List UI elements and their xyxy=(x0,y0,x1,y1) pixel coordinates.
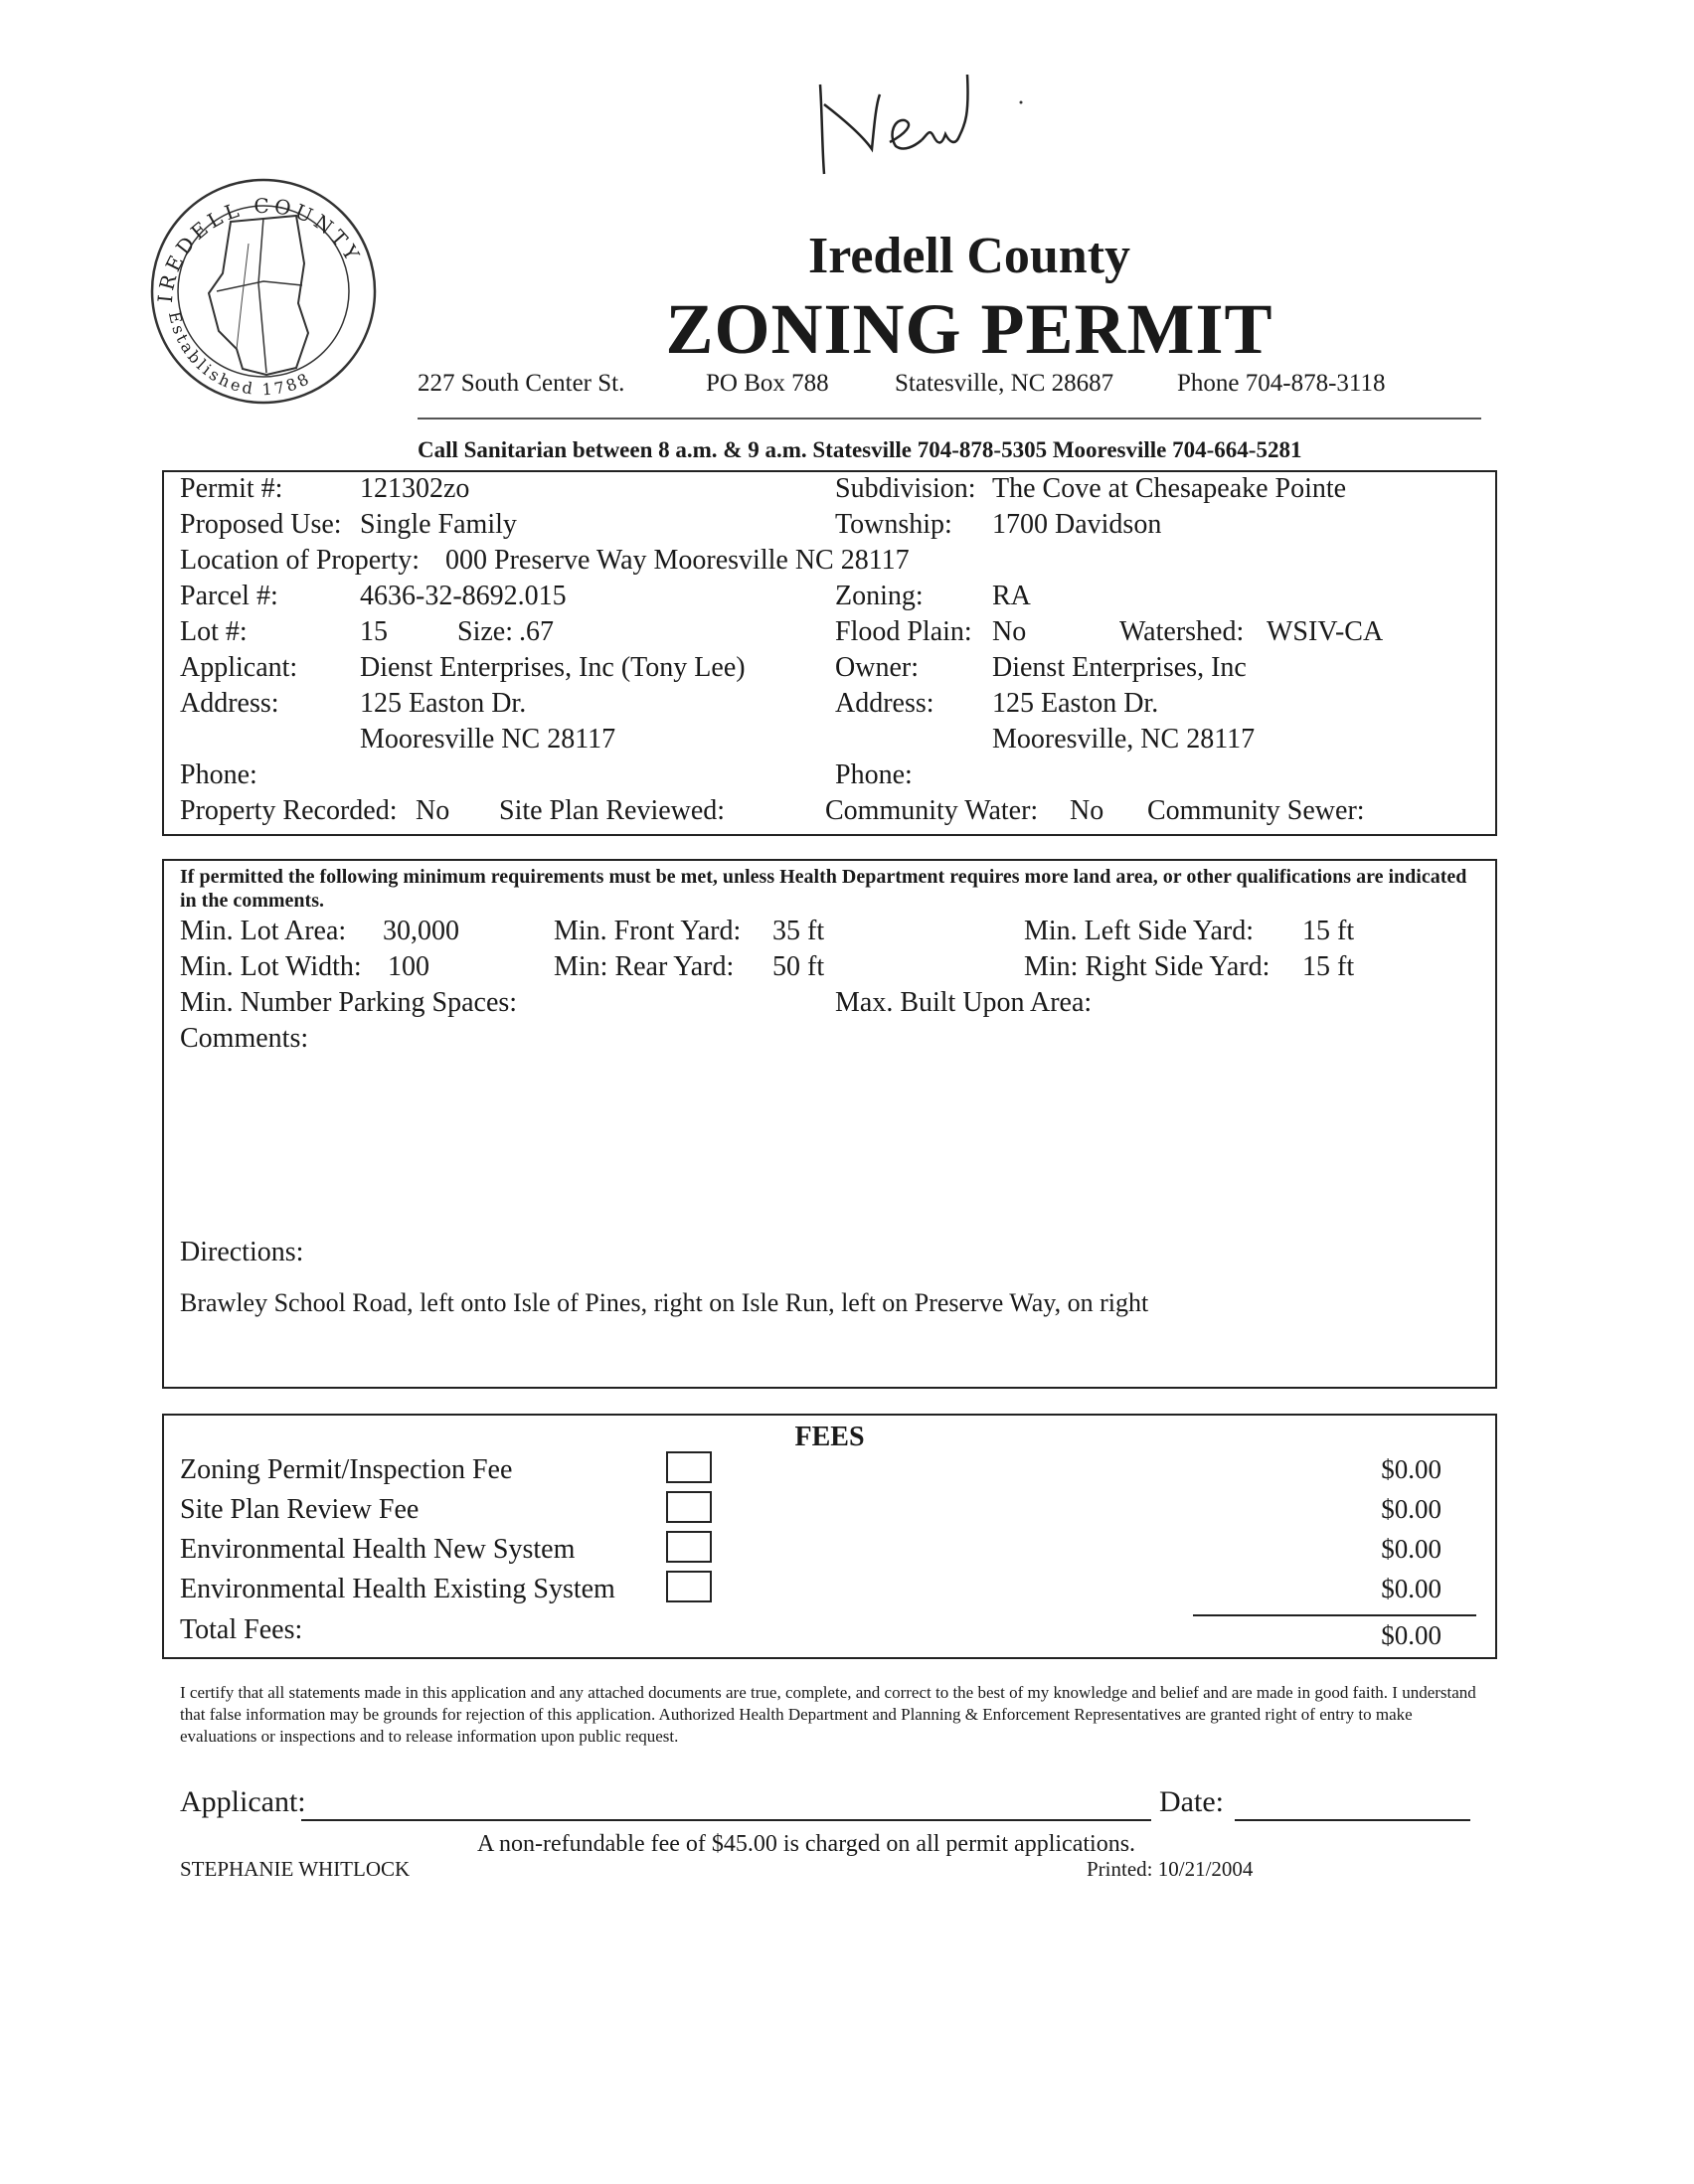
community-water-value: No xyxy=(1070,795,1104,826)
min-lot-area-label: Min. Lot Area: xyxy=(180,916,347,946)
document-title: ZONING PERMIT xyxy=(665,289,1273,369)
permit-number-label: Permit #: xyxy=(180,473,283,504)
subdivision-value: The Cove at Chesapeake Pointe xyxy=(992,473,1347,504)
applicant-address-line1: 125 Easton Dr. xyxy=(360,688,527,719)
lot-value: 15 xyxy=(360,616,388,647)
printed-date xyxy=(1087,1857,1253,1882)
date-line[interactable] xyxy=(1235,1819,1470,1821)
county-seal-logo xyxy=(139,174,398,418)
min-lot-width-value: 100 xyxy=(388,951,429,982)
seal-bottom-text: Established 1788 xyxy=(164,309,315,400)
sanitarian-note: Call Sanitarian between 8 a.m. & 9 a.m. Statesville 704-878-5305 Mooresville 704-664-5281 xyxy=(418,437,1302,462)
size-value: .67 xyxy=(519,616,554,647)
fee-env-existing-amount: $0.00 xyxy=(1381,1574,1441,1603)
handwritten-new-annotation xyxy=(810,55,1069,184)
printed-label: Printed: xyxy=(1087,1857,1153,1881)
applicant-signature-label: Applicant: xyxy=(180,1785,306,1818)
watershed-value: WSIV-CA xyxy=(1267,616,1384,647)
applicant-signature-line[interactable] xyxy=(301,1819,1151,1821)
fee-site-plan-label: Site Plan Review Fee xyxy=(180,1494,420,1525)
fee-env-new-label: Environmental Health New System xyxy=(180,1534,576,1565)
min-front-yard-label: Min. Front Yard: xyxy=(554,916,742,946)
min-lot-width-label: Min. Lot Width: xyxy=(180,951,362,982)
directions-label: Directions: xyxy=(180,1237,304,1267)
min-right-side-yard-label: Min: Right Side Yard: xyxy=(1024,951,1270,982)
min-right-side-yard-value: 15 ft xyxy=(1302,951,1355,982)
township-label: Township: xyxy=(835,509,952,540)
property-recorded-label: Property Recorded: xyxy=(180,795,398,826)
township-value: 1700 Davidson xyxy=(992,509,1162,540)
office-po-box: PO Box 788 xyxy=(706,370,829,397)
min-left-side-yard-label: Min. Left Side Yard: xyxy=(1024,916,1254,946)
total-divider xyxy=(1193,1614,1476,1616)
fee-env-new-amount: $0.00 xyxy=(1381,1534,1441,1564)
fee-env-existing-checkbox[interactable] xyxy=(666,1571,712,1602)
fees-title: FEES xyxy=(794,1422,865,1452)
owner-phone-label: Phone: xyxy=(835,759,913,790)
community-sewer-label: Community Sewer: xyxy=(1147,795,1365,826)
size-label: Size: xyxy=(457,616,513,647)
lot-label: Lot #: xyxy=(180,616,248,647)
office-city: Statesville, NC 28687 xyxy=(895,370,1114,397)
flood-plain-value: No xyxy=(992,616,1027,647)
directions-value: Brawley School Road, left onto Isle of Pines, right on Isle Run, left on Preserve Way, on right xyxy=(180,1288,1149,1317)
proposed-use-value: Single Family xyxy=(360,509,517,540)
office-phone: Phone 704-878-3118 xyxy=(1177,370,1386,397)
parcel-label: Parcel #: xyxy=(180,581,278,611)
location-label: Location of Property: xyxy=(180,545,421,576)
min-parking-spaces-label: Min. Number Parking Spaces: xyxy=(180,987,518,1018)
fee-zoning-amount: $0.00 xyxy=(1381,1454,1441,1484)
min-rear-yard-label: Min: Rear Yard: xyxy=(554,951,735,982)
applicant-address-label: Address: xyxy=(180,688,279,719)
owner-address-label: Address: xyxy=(835,688,934,719)
min-rear-yard-value: 50 ft xyxy=(772,951,825,982)
location-value: 000 Preserve Way Mooresville NC 28117 xyxy=(445,545,910,576)
requirements-note: If permitted the following minimum requirements must be met, unless Health Department requires more land area, or other qualifications are indicated in the comments. xyxy=(180,866,1467,912)
site-plan-reviewed-label: Site Plan Reviewed: xyxy=(499,795,726,826)
printed-value: 10/21/2004 xyxy=(1157,1857,1254,1881)
owner-address-line2: Mooresville, NC 28117 xyxy=(992,724,1256,755)
applicant-value: Dienst Enterprises, Inc (Tony Lee) xyxy=(360,652,746,683)
applicant-address-line2: Mooresville NC 28117 xyxy=(360,724,616,755)
min-lot-area-value: 30,000 xyxy=(383,916,459,946)
min-left-side-yard-value: 15 ft xyxy=(1302,916,1355,946)
fee-env-existing-label: Environmental Health Existing System xyxy=(180,1574,615,1604)
max-built-upon-area-label: Max. Built Upon Area: xyxy=(835,987,1093,1018)
certification-statement: I certify that all statements made in this application and any attached documents are true, complete, and correct to the best of my knowledge and belief and are made in good faith. I understand that false information may be grounds for rejection of this application. Authorized Health Department and Planning & Enforcement Representatives are granted right of entry to make evaluations or inspections and to release information upon public request. xyxy=(180,1683,1476,1746)
applicant-label: Applicant: xyxy=(180,652,298,683)
parcel-value: 4636-32-8692.015 xyxy=(360,581,567,611)
owner-value: Dienst Enterprises, Inc xyxy=(992,652,1247,683)
date-label: Date: xyxy=(1159,1785,1224,1818)
fee-site-plan-checkbox[interactable] xyxy=(666,1491,712,1523)
applicant-phone-label: Phone: xyxy=(180,759,257,790)
zoning-value: RA xyxy=(992,581,1031,611)
zoning-label: Zoning: xyxy=(835,581,924,611)
property-recorded-value: No xyxy=(416,795,450,826)
fee-zoning-checkbox[interactable] xyxy=(666,1451,712,1483)
watershed-label: Watershed: xyxy=(1119,616,1245,647)
nonrefundable-fee-note: A non-refundable fee of $45.00 is charged on all permit applications. xyxy=(477,1831,1136,1857)
flood-plain-label: Flood Plain: xyxy=(835,616,972,647)
owner-address-line1: 125 Easton Dr. xyxy=(992,688,1159,719)
fee-site-plan-amount: $0.00 xyxy=(1381,1494,1441,1524)
proposed-use-label: Proposed Use: xyxy=(180,509,342,540)
subdivision-label: Subdivision: xyxy=(835,473,976,504)
min-front-yard-value: 35 ft xyxy=(772,916,825,946)
fee-env-new-checkbox[interactable] xyxy=(666,1531,712,1563)
total-fees-label: Total Fees: xyxy=(180,1614,303,1645)
seal-top-text: IREDELL COUNTY xyxy=(152,193,367,304)
county-name: Iredell County xyxy=(807,228,1131,284)
preparer-name: STEPHANIE WHITLOCK xyxy=(180,1857,411,1881)
comments-label: Comments: xyxy=(180,1023,309,1054)
permit-number-value: 121302zo xyxy=(360,473,470,504)
office-street: 227 South Center St. xyxy=(418,370,625,397)
community-water-label: Community Water: xyxy=(825,795,1039,826)
header-divider xyxy=(418,418,1481,420)
fee-zoning-label: Zoning Permit/Inspection Fee xyxy=(180,1454,513,1485)
total-fees-amount: $0.00 xyxy=(1381,1620,1441,1650)
owner-label: Owner: xyxy=(835,652,919,683)
